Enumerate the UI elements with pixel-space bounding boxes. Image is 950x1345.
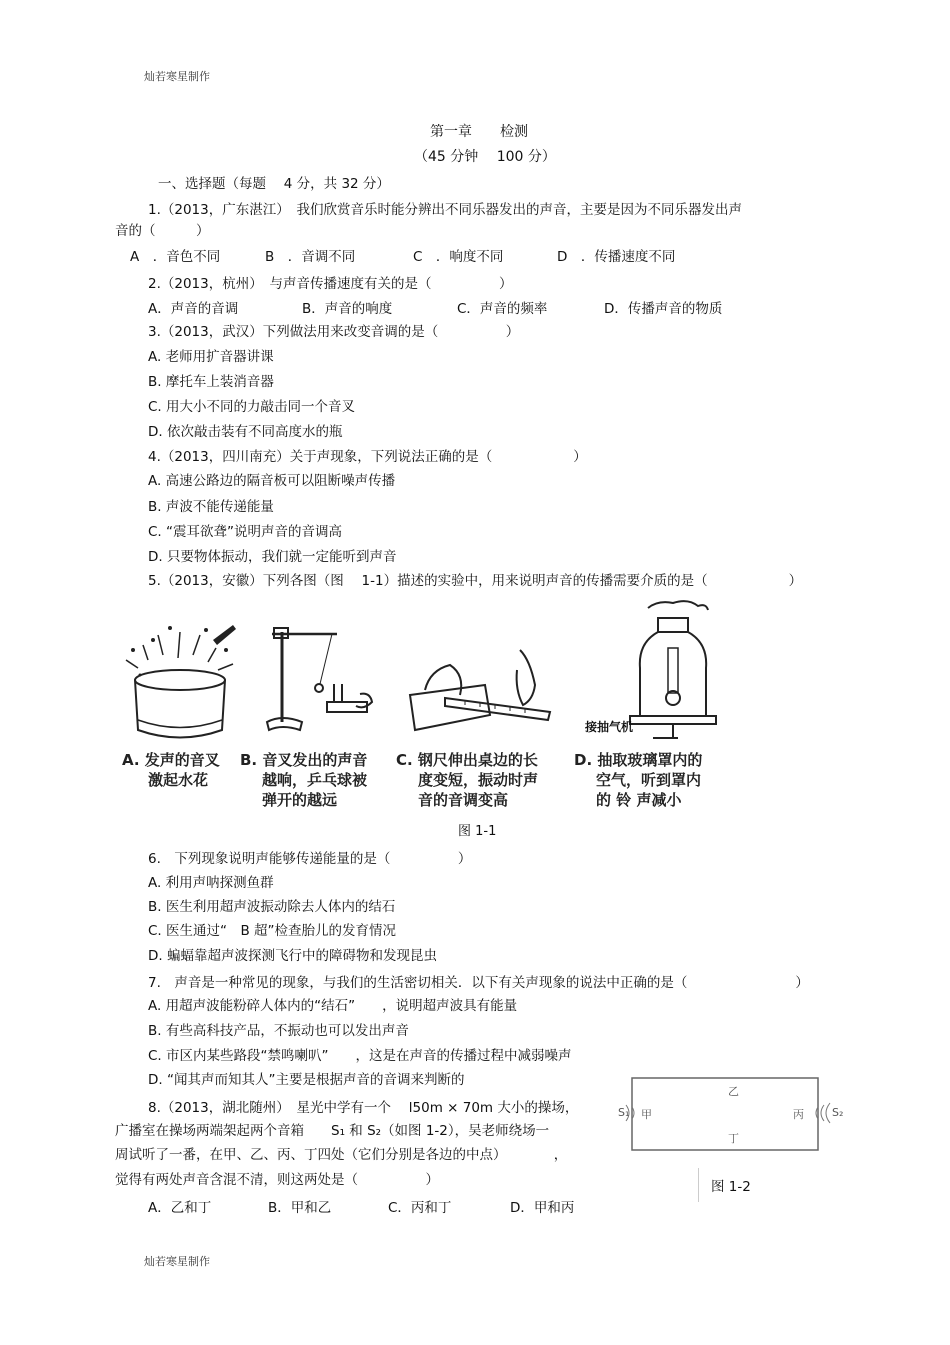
label-s2: S₂ — [832, 1106, 844, 1119]
page-footer: 灿若寒星制作 — [144, 1255, 210, 1268]
q3-option-b: B. 摩托车上装消音器 — [148, 374, 274, 390]
figure-c-caption: C. 钢尺伸出桌边的长 度变短，振动时声 音的音调变高 — [396, 751, 539, 809]
label-ding: 丁 — [728, 1132, 739, 1145]
q3-option-a: A. 老师用扩音器讲课 — [148, 349, 274, 365]
q2-stem: 2.（2013，杭州） 与声音传播速度有关的是（ ） — [148, 276, 513, 292]
q1-option-a: A ．音色不同 — [130, 249, 221, 265]
q4-stem: 4.（2013，四川南充）关于声现象，下列说法正确的是（ ） — [148, 449, 587, 465]
figure-a-caption: A. 发声的音叉 激起水花 — [122, 751, 220, 789]
page-subtitle: （45 分钟 100 分） — [414, 149, 556, 165]
q4-option-d: D. 只要物体振动，我们就一定能听到声音 — [148, 549, 397, 565]
q8-option-a: A．乙和丁 — [148, 1200, 212, 1216]
q1-stem: 1.（2013，广东湛江） 我们欣赏音乐时能分辨出不同乐器发出的声音，主要是因为不同乐器发出声 — [148, 202, 742, 218]
figure-c-ruler-table — [405, 640, 555, 740]
figure-1-2-divider — [698, 1168, 699, 1202]
q2-option-b: B．声音的响度 — [302, 301, 393, 317]
q8-stem-line3: 周试听了一番，在甲、乙、丙、丁四处（它们分别是各边的中点） ， — [115, 1147, 568, 1163]
label-s1: S₁ — [618, 1106, 630, 1119]
q3-stem: 3.（2013，武汉）下列做法用来改变音调的是（ ） — [148, 324, 520, 340]
q7-option-a: A. 用超声波能粉碎人体内的“结石” ，说明超声波具有能量 — [148, 998, 518, 1014]
figure-b-tuning-fork-ball — [262, 622, 382, 737]
q6-stem: 6. 下列现象说明声能够传递能量的是（ ） — [148, 851, 472, 867]
figure-d-bell-jar — [618, 598, 728, 748]
q8-stem-line1: 8.（2013，湖北随州） 星光中学有一个 l50m × 70m 大小的操场， — [148, 1100, 579, 1116]
label-jia: 甲 — [641, 1108, 652, 1121]
figure-a-tuning-fork-water — [118, 620, 243, 745]
q1-option-d: D ．传播速度不同 — [557, 249, 676, 265]
q2-option-d: D．传播声音的物质 — [604, 301, 723, 317]
q3-option-c: C. 用大小不同的力敲击同一个音叉 — [148, 399, 356, 415]
label-yi: 乙 — [728, 1085, 739, 1098]
page-title: 第一章 检测 — [430, 124, 528, 140]
q8-stem-line4: 觉得有两处声音含混不清，则这两处是（ ） — [115, 1172, 439, 1188]
q5-stem: 5.（2013，安徽）下列各图（图 1-1）描述的实验中，用来说明声音的传播需要介质的是（ ） — [148, 573, 803, 589]
section-heading: 一、选择题（每题 4 分，共 32 分） — [158, 176, 390, 192]
q2-option-a: A．声音的音调 — [148, 301, 239, 317]
figure-1-2-label: 图 1-2 — [711, 1179, 751, 1195]
q8-option-c: C．丙和丁 — [388, 1200, 452, 1216]
q8-option-b: B．甲和乙 — [268, 1200, 332, 1216]
q4-option-b: B. 声波不能传递能量 — [148, 499, 274, 515]
q6-option-a: A. 利用声呐探测鱼群 — [148, 875, 274, 891]
q7-stem: 7. 声音是一种常见的现象，与我们的生活密切相关．以下有关声现象的说法中正确的是（ ） — [148, 975, 809, 991]
label-bing: 丙 — [793, 1108, 804, 1121]
figure-d-caption: D. 抽取玻璃罩内的 空气，听到罩内 的 铃 声减小 — [574, 751, 703, 809]
q1-stem-cont: 音的（ ） — [115, 223, 210, 239]
q1-option-b: B ．音调不同 — [265, 249, 356, 265]
q3-option-d: D. 依次敲击装有不同高度水的瓶 — [148, 424, 343, 440]
q7-option-b: B. 有些高科技产品，不振动也可以发出声音 — [148, 1023, 409, 1039]
pump-label: 接抽气机 — [585, 720, 634, 734]
q6-option-d: D. 蝙蝠靠超声波探测飞行中的障碍物和发现昆虫 — [148, 948, 437, 964]
figure-b-caption: B. 音叉发出的声音 越响，乒乓球被 弹开的越远 — [240, 751, 368, 809]
q8-stem-line2: 广播室在操场两端架起两个音箱 S₁ 和 S₂（如图 1-2），吴老师绕场一 — [115, 1123, 550, 1139]
q2-option-c: C．声音的频率 — [457, 301, 548, 317]
figure-1-1-label: 图 1-1 — [458, 824, 497, 839]
q7-option-c: C. 市区内某些路段“禁鸣喇叭” ，这是在声音的传播过程中减弱噪声 — [148, 1048, 572, 1064]
q6-option-b: B. 医生利用超声波振动除去人体内的结石 — [148, 899, 396, 915]
q4-option-a: A. 高速公路边的隔音板可以阻断噪声传播 — [148, 473, 396, 489]
q8-option-d: D．甲和丙 — [510, 1200, 575, 1216]
q7-option-d: D. “闻其声而知其人”主要是根据声音的音调来判断的 — [148, 1072, 465, 1088]
q4-option-c: C. “震耳欲聋”说明声音的音调高 — [148, 524, 342, 540]
page-header: 灿若寒星制作 — [144, 70, 210, 83]
q6-option-c: C. 医生通过“ B 超”检查胎儿的发育情况 — [148, 923, 397, 939]
q1-option-c: C ．响度不同 — [413, 249, 504, 265]
